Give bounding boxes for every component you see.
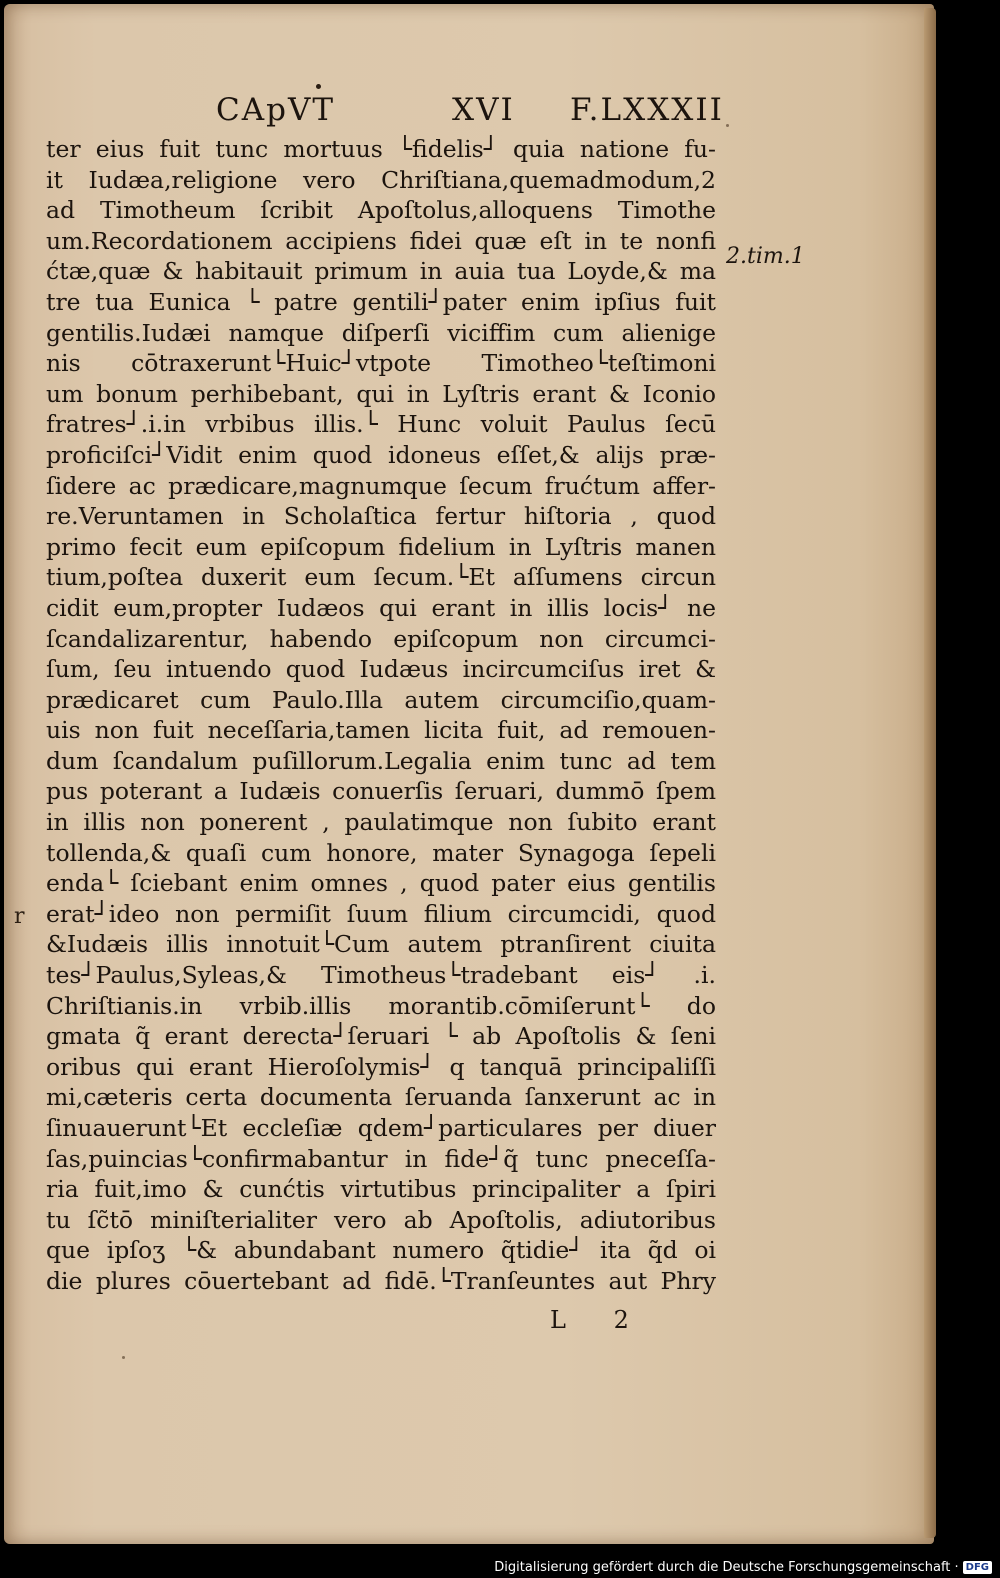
text-line: ria fuit,imo & cunćtis virtutibus principaliter a ſpiri: [46, 1175, 716, 1204]
text-line: dum ſcandalum puſillorum.Legalia enim tunc ad tem: [46, 746, 716, 775]
body-text: [46, 134, 716, 1297]
text-line: tes┘Paulus,Syleas,& Timotheus└tradebant eis┘ .i.: [46, 961, 716, 990]
text-line: proficiſci┘Vidit enim quod idoneus eſſet,& alijs præ-: [46, 440, 716, 469]
text-line: enda└ ſciebant enim omnes , quod pater eius gentilis: [46, 869, 716, 898]
text-line: ſidere ac prædicare,magnumque ſecum frućtum affer-: [46, 471, 716, 500]
book-page: [4, 4, 934, 1544]
text-line: cidit eum,propter Iudæos qui erant in illis locis┘ ne: [46, 593, 716, 622]
text-line: ter eius fuit tunc mortuus └fidelis┘ quia natione fu-: [46, 135, 716, 163]
text-line: erat┘ideo non permiſit ſuum filium circumcidi, quod: [46, 899, 716, 928]
text-line: pus poterant a Iudæis conuerſis ſeruari, dummō ſpem: [46, 777, 716, 806]
text-line: ćtæ,quæ & habitauit primum in auia tua Loyde,& ma: [46, 257, 716, 286]
paper-speck: [726, 124, 729, 127]
text-line: fratres┘.i.in vrbibus illis.└ Hunc voluit Paulus ſecū: [46, 410, 716, 439]
text-line: tre tua Eunica └ patre gentili┘pater enim ipſius fuit: [46, 287, 716, 316]
text-line: ſas,puincias└confirmabantur in fide┘q̃ tunc pneceſſa-: [46, 1144, 716, 1173]
text-line: die plures cōuertebant ad fidē.└Tranſeuntes aut Phry: [46, 1266, 716, 1295]
paper-speck: [122, 1356, 125, 1359]
digitization-credit: [494, 1560, 992, 1575]
text-line: que ipſoʒ └& abundabant numero q̃tidie┘ ita q̃d oi: [46, 1236, 716, 1265]
text-line: um bonum perhibebant, qui in Lyſtris erant & Iconio: [46, 379, 716, 408]
text-line: Chriſtianis.in vrbib.illis morantib.cōmiſerunt└ do: [46, 991, 716, 1020]
text-line: re.Veruntamen in Scholaſtica fertur hiſtoria , quod: [46, 502, 716, 531]
text-line: oribus qui erant Hieroſolymis┘ q tanquā principaliſſi: [46, 1052, 716, 1081]
margin-note: 2.tim.1: [726, 244, 805, 269]
text-line: tu ſc̃tō miniſterialiter vero ab Apoſtolis, adiutoribus: [46, 1205, 716, 1234]
text-line: tollenda,& quaſi cum honore, mater Synagoga ſepeli: [46, 838, 716, 867]
text-line: ſum, ſeu intuendo quod Iudæus incircumciſus iret &: [46, 655, 716, 684]
ink-dot: [316, 84, 321, 89]
text-line: &Iudæis illis innotuit└Cum autem ptranſirent ciuita: [46, 930, 716, 959]
text-line: um.Recordationem accipiens fidei quæ eſt in te nonfi: [46, 226, 716, 255]
header-caput: CApVT: [216, 92, 336, 128]
header-folio: F.LXXXII: [570, 92, 724, 128]
page-edge: [924, 8, 936, 1538]
header-chapter-number: XVI: [452, 92, 515, 128]
text-line: in illis non ponerent , paulatimque non ſubito erant: [46, 808, 716, 837]
text-line: tium,poſtea duxerit eum ſecum.└Et aſſumens circun: [46, 563, 716, 592]
text-line: it Iudæa,religione vero Chriſtiana,quemadmodum,2: [46, 165, 716, 194]
running-header: [4, 92, 934, 132]
signature-mark: L 2: [550, 1306, 649, 1334]
text-line: mi,cæteris certa documenta ſeruanda ſanxerunt ac in: [46, 1083, 716, 1112]
text-line: prædicaret cum Paulo.Illa autem circumciſio,quam-: [46, 685, 716, 714]
text-line: uis non fuit neceſſaria,tamen licita fuit, ad remouen-: [46, 716, 716, 745]
text-line: nis cōtraxerunt└Huic┘vtpote Timotheo└teſtimoni: [46, 349, 716, 378]
text-line: primo fecit eum epiſcopum fidelium in Lyſtris manen: [46, 532, 716, 561]
text-line: ſinuauerunt└Et eccleſiæ qdem┘particulares per diuer: [46, 1114, 716, 1142]
text-line: gmata q̃ erant derecta┘ſeruari └ ab Apoſtolis & ſeni: [46, 1022, 716, 1051]
dfg-logo: DFG: [963, 1561, 992, 1574]
text-line: ſcandalizarentur, habendo epiſcopum non circumci-: [46, 624, 716, 653]
footer-text: Digitalisierung gefördert durch die Deutsche Forschungsgemeinschaft ·: [494, 1560, 959, 1575]
text-line: ad Timotheum ſcribit Apoſtolus,alloquens Timothe: [46, 196, 716, 225]
text-line: gentilis.Iudæi namque diſperſi viciffim cum alienige: [46, 318, 716, 347]
margin-mark: r: [14, 904, 25, 929]
